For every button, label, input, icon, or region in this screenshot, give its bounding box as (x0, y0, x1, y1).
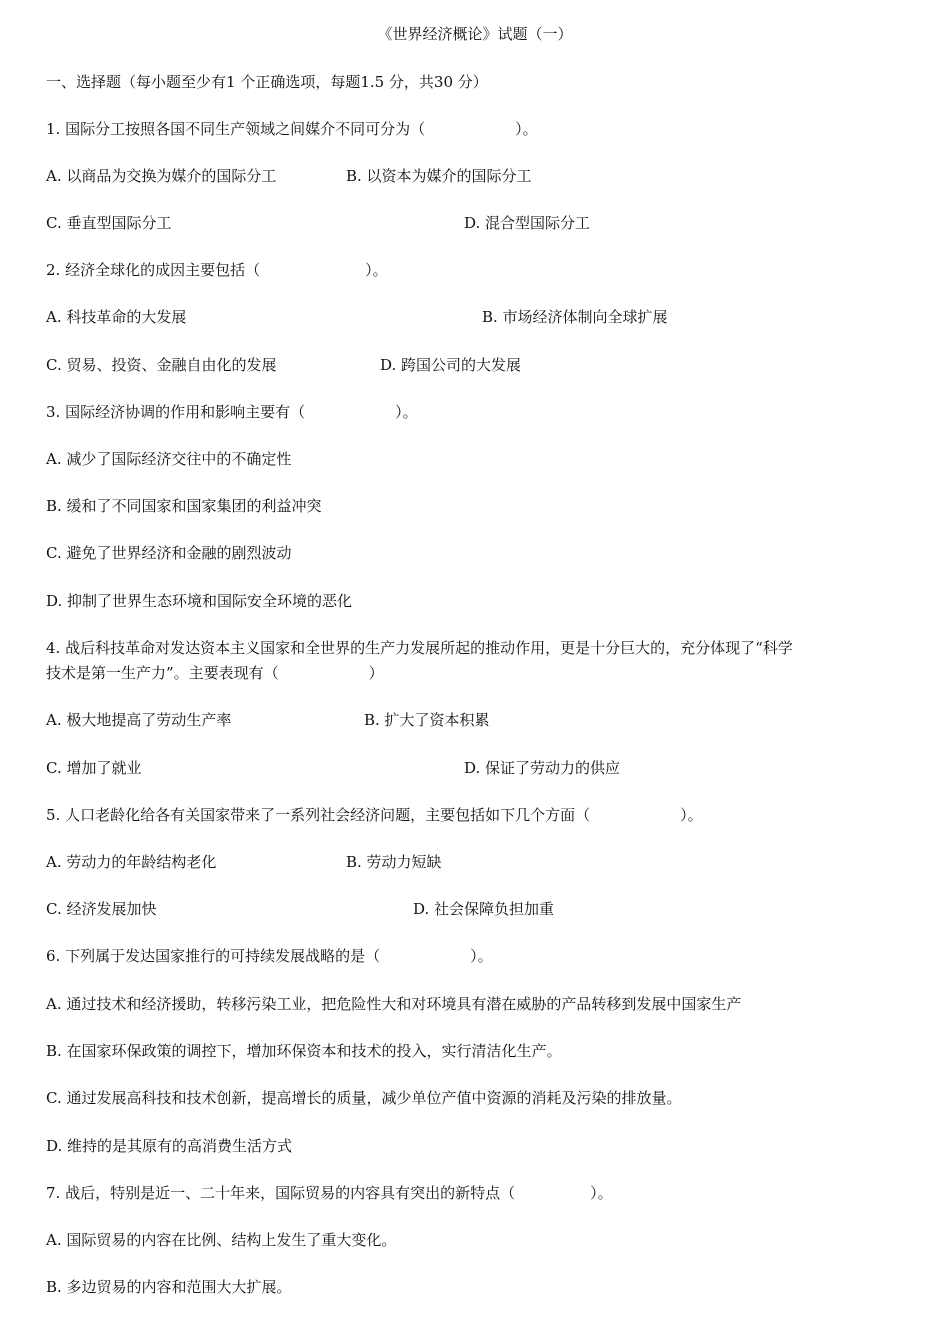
question-6-stem: 6. 下列属于发达国家推行的可持续发展战略的是（ ）。 (46, 947, 493, 965)
question-4-option-b: B. 扩大了资本积累 (364, 711, 490, 729)
question-2-option-d: D. 跨国公司的大发展 (380, 356, 522, 374)
question-3-option-b: B. 缓和了不同国家和国家集团的利益冲突 (46, 497, 322, 515)
question-6-option-a: A. 通过技术和经济援助，转移污染工业，把危险性大和对环境具有潜在威胁的产品转移到发展中国家生产 (46, 995, 742, 1013)
question-5-option-a: A. 劳动力的年龄结构老化 (46, 853, 217, 871)
question-4-option-d: D. 保证了劳动力的供应 (464, 759, 621, 777)
section-heading: 一、选择题（每小题至少有1 个正确选项，每题1.5 分，共30 分） (46, 73, 488, 91)
question-2-option-b: B. 市场经济体制向全球扩展 (482, 308, 668, 326)
question-7-option-b: B. 多边贸易的内容和范围大大扩展。 (46, 1278, 292, 1296)
question-3-stem: 3. 国际经济协调的作用和影响主要有（ ）。 (46, 403, 418, 421)
question-4-option-a: A. 极大地提高了劳动生产率 (46, 711, 232, 729)
question-2-stem: 2. 经济全球化的成因主要包括（ ）。 (46, 261, 388, 279)
question-1-option-a: A. 以商品为交换为媒介的国际分工 (46, 167, 277, 185)
question-3-option-d: D. 抑制了世界生态环境和国际安全环境的恶化 (46, 592, 353, 610)
question-4-stem-line-1: 4. 战后科技革命对发达资本主义国家和全世界的生产力发展所起的推动作用，更是十分巨大的，充分体现了“科学 (46, 639, 793, 657)
question-6-option-c: C. 通过发展高科技和技术创新，提高增长的质量，减少单位产值中资源的消耗及污染的排放量。 (46, 1089, 682, 1107)
question-3-option-c: C. 避免了世界经济和金融的剧烈波动 (46, 544, 292, 562)
question-2-option-a: A. 科技革命的大发展 (46, 308, 187, 326)
page-title: 《世界经济概论》试题（一） (377, 25, 573, 43)
question-5-stem: 5. 人口老龄化给各有关国家带来了一系列社会经济问题，主要包括如下几个方面（ ）。 (46, 806, 703, 824)
question-4-stem-line-2: 技术是第一生产力”。主要表现有（ ） (46, 664, 384, 682)
question-7-stem: 7. 战后，特别是近一、二十年来，国际贸易的内容具有突出的新特点（ ）。 (46, 1184, 613, 1202)
question-5-option-b: B. 劳动力短缺 (346, 853, 442, 871)
question-1-stem: 1. 国际分工按照各国不同生产领域之间媒介不同可分为（ ）。 (46, 120, 538, 138)
question-1-option-b: B. 以资本为媒介的国际分工 (346, 167, 532, 185)
question-2-option-c: C. 贸易、投资、金融自由化的发展 (46, 356, 277, 374)
question-7-option-a: A. 国际贸易的内容在比例、结构上发生了重大变化。 (46, 1231, 397, 1249)
question-1-option-c: C. 垂直型国际分工 (46, 214, 172, 232)
question-3-option-a: A. 减少了国际经济交往中的不确定性 (46, 450, 292, 468)
question-5-option-d: D. 社会保障负担加重 (413, 900, 555, 918)
question-4-option-c: C. 增加了就业 (46, 759, 142, 777)
question-1-option-d: D. 混合型国际分工 (464, 214, 591, 232)
question-5-option-c: C. 经济发展加快 (46, 900, 157, 918)
question-6-option-d: D. 维持的是其原有的高消费生活方式 (46, 1137, 293, 1155)
question-6-option-b: B. 在国家环保政策的调控下，增加环保资本和技术的投入，实行清洁化生产。 (46, 1042, 562, 1060)
